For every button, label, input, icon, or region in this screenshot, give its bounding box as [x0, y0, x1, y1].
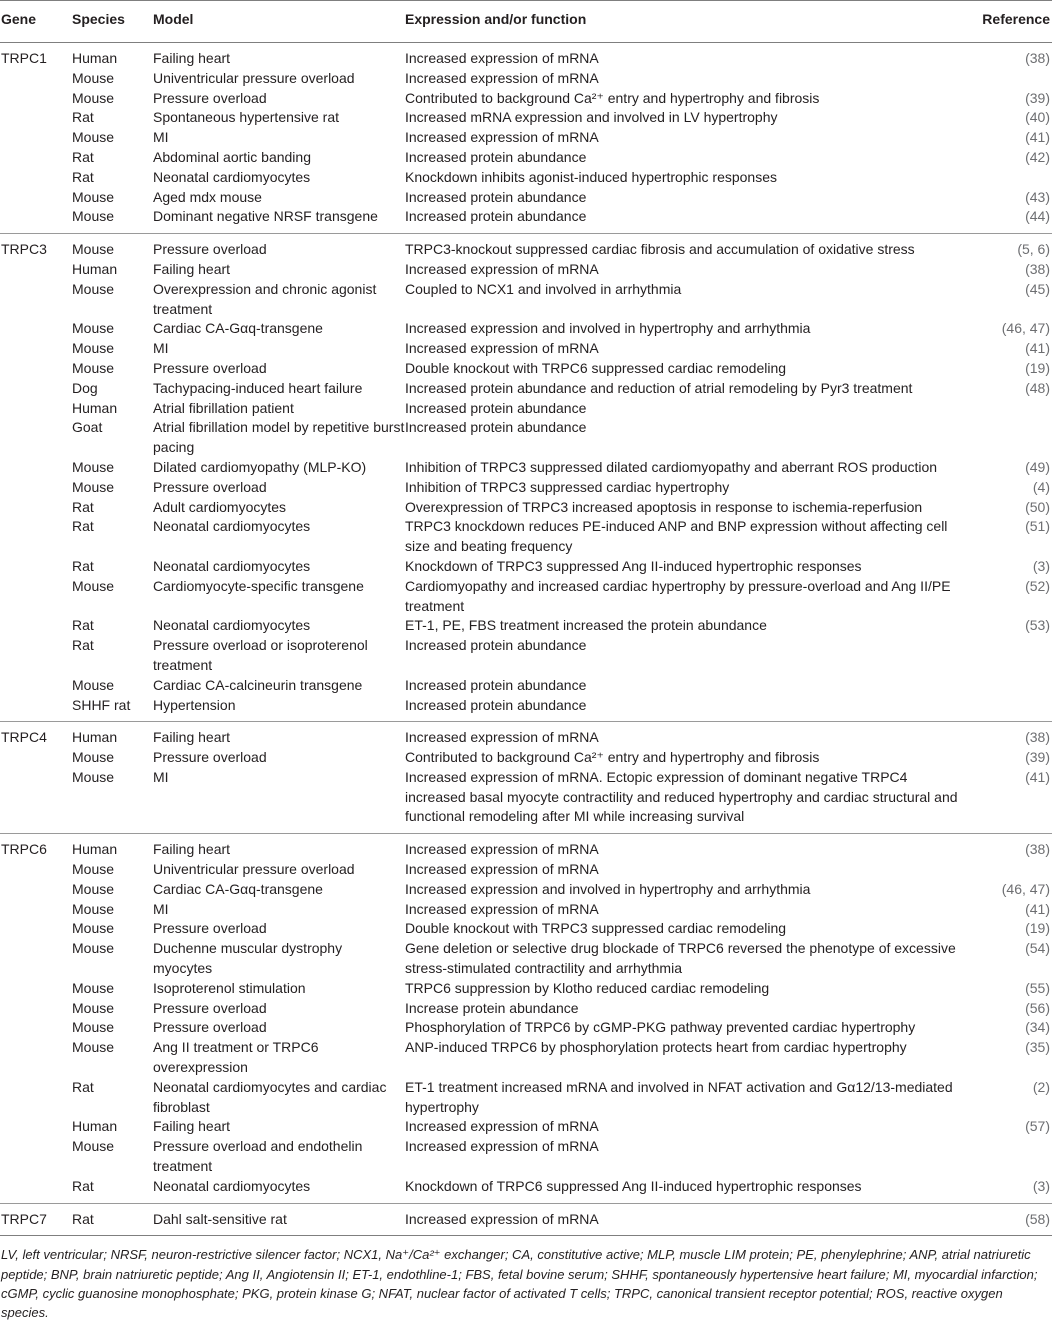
- species-cell: Human: [72, 729, 118, 746]
- table-row: [0, 1203, 1052, 1236]
- reference-cell: (38): [1025, 50, 1050, 66]
- species-cell: Mouse: [72, 320, 115, 337]
- expression-cell: Increased expression of mRNA: [405, 260, 599, 277]
- species-cell: Human: [72, 399, 118, 416]
- model-cell: Pressure overload: [153, 241, 267, 258]
- model-cell: Dominant negative NRSF transgene: [153, 207, 405, 233]
- reference-cell: (19): [1025, 920, 1050, 937]
- table-row: [0, 768, 1052, 834]
- model-cell: Cardiac CA-Gαq-transgene: [153, 880, 323, 897]
- model-cell: Duchenne muscular dystrophy myocytes: [153, 940, 343, 977]
- model-cell: Failing heart: [153, 50, 231, 66]
- gene-cell: [0, 339, 72, 359]
- table-row: [0, 1018, 1052, 1038]
- gene-cell: [0, 577, 72, 617]
- reference-cell: (35): [1025, 1039, 1050, 1056]
- reference-cell: (19): [1025, 359, 1050, 376]
- species-cell: Rat: [72, 557, 94, 574]
- model-cell: Neonatal cardiomyocytes: [153, 168, 311, 185]
- species-cell: Mouse: [72, 577, 115, 594]
- reference-cell: (39): [1025, 749, 1050, 766]
- table-row: [0, 498, 1052, 518]
- table-row: [0, 999, 1052, 1019]
- species-cell: Human: [72, 50, 118, 66]
- model-cell: Pressure overload: [153, 999, 267, 1016]
- table-footnote: LV, left ventricular; NRSF, neuron-restrictive silencer factor; NCX1, Na⁺/Ca²⁺ exchanger; CA, constitutive active; MLP, muscle LIM protein; PE, phenylephrine; ANP, atrial natriuretic peptide; BNP, brain natriuretic peptide; Ang II, Angiotensin II; ET-1, endothline-1; FBS, fetal bovine serum; SHHF, spontaneously hypertensive heart failure; MI, myocardial infarction; cGMP, cyclic guanosine monophosphate; PKG, protein kinase G; NFAT, nuclear factor of activated T cells; TRPC, canonical transient receptor potential; ROS, reactive oxygen species.: [1, 1247, 1038, 1321]
- table-row: [0, 834, 1052, 860]
- expression-cell: Increased protein abundance: [405, 399, 587, 416]
- reference-cell: [964, 168, 1052, 188]
- expression-cell: Increased mRNA expression and involved in LV hypertrophy: [405, 109, 778, 126]
- reference-cell: (34): [1025, 1019, 1050, 1036]
- table-row: [0, 696, 1052, 722]
- table-row: [0, 478, 1052, 498]
- table-row: [0, 148, 1052, 168]
- gene-cell: [0, 517, 72, 557]
- model-cell: Dilated cardiomyopathy (MLP-KO): [153, 458, 367, 475]
- reference-cell: (46, 47): [1001, 320, 1050, 337]
- table-row: [0, 379, 1052, 399]
- model-cell: Adult cardiomyocytes: [153, 498, 287, 515]
- table-row: [0, 722, 1052, 748]
- expression-cell: Increased expression of mRNA: [405, 50, 599, 66]
- header-species: Species: [72, 1, 153, 43]
- model-cell: Cardiac CA-Gαq-transgene: [153, 320, 323, 337]
- expression-cell: Increased expression of mRNA: [405, 900, 599, 917]
- species-cell: Rat: [72, 637, 94, 654]
- table-row: [0, 260, 1052, 280]
- species-cell: Mouse: [72, 1039, 115, 1056]
- gene-cell: [0, 89, 72, 109]
- gene-cell: TRPC6: [1, 841, 47, 858]
- reference-cell: (51): [1025, 518, 1050, 535]
- reference-cell: (44): [964, 207, 1052, 233]
- expression-cell: Gene deletion or selective drug blockade of TRPC6 reversed the phenotype of excessive stress-stimulated contractility and arrhythmia: [405, 940, 956, 977]
- species-cell: Mouse: [72, 458, 115, 475]
- model-cell: Pressure overload: [153, 478, 267, 495]
- reference-cell: (53): [1025, 617, 1050, 634]
- species-cell: Mouse: [72, 749, 115, 766]
- expression-cell: Increased expression of mRNA: [405, 340, 599, 357]
- model-cell: Cardiac CA-calcineurin transgene: [153, 676, 363, 693]
- table-row: [0, 577, 1052, 617]
- model-cell: Pressure overload: [153, 749, 267, 766]
- model-cell: Failing heart: [153, 841, 231, 858]
- gene-cell: [0, 748, 72, 768]
- expression-cell: Coupled to NCX1 and involved in arrhythmia: [405, 280, 682, 297]
- model-cell: Pressure overload: [153, 359, 267, 376]
- gene-cell: [0, 676, 72, 696]
- reference-cell: [964, 418, 1052, 458]
- expression-cell: Increase protein abundance: [405, 999, 579, 1016]
- model-cell: Tachypacing-induced heart failure: [153, 379, 363, 396]
- species-cell: Mouse: [72, 280, 115, 297]
- expression-cell: Increased protein abundance: [405, 637, 587, 654]
- gene-cell: TRPC1: [1, 50, 47, 66]
- gene-cell: [0, 418, 72, 458]
- gene-cell: [0, 636, 72, 676]
- reference-cell: (55): [1025, 979, 1050, 996]
- species-cell: Dog: [72, 379, 98, 396]
- expression-cell: Increased expression of mRNA: [405, 861, 599, 878]
- species-cell: Mouse: [72, 241, 115, 258]
- gene-cell: [0, 260, 72, 280]
- table-row: [0, 748, 1052, 768]
- table-row: [0, 319, 1052, 339]
- species-cell: SHHF rat: [72, 696, 153, 722]
- table-row: [0, 458, 1052, 478]
- gene-cell: [0, 1018, 72, 1038]
- table-row: [0, 939, 1052, 979]
- reference-cell: (43): [1025, 188, 1050, 205]
- species-cell: Mouse: [72, 129, 115, 146]
- table-row: [0, 418, 1052, 458]
- gene-cell: [0, 458, 72, 478]
- reference-cell: (57): [1025, 1118, 1050, 1135]
- species-cell: Mouse: [72, 1138, 115, 1155]
- species-cell: Mouse: [72, 979, 115, 996]
- reference-cell: [964, 69, 1052, 89]
- gene-cell: [0, 939, 72, 979]
- species-cell: Rat: [72, 1177, 153, 1203]
- reference-cell: (41): [964, 768, 1052, 834]
- expression-cell: Increased expression and involved in hypertrophy and arrhythmia: [405, 880, 811, 897]
- table-row: [0, 1078, 1052, 1118]
- reference-cell: (39): [1025, 89, 1050, 106]
- species-cell: Rat: [72, 109, 94, 126]
- expression-cell: Double knockout with TRPC3 suppressed cardiac remodeling: [405, 920, 787, 937]
- reference-cell: (38): [1025, 260, 1050, 277]
- model-cell: MI: [153, 340, 169, 357]
- table-row: [0, 1177, 1052, 1203]
- model-cell: MI: [153, 129, 169, 146]
- expression-cell: Inhibition of TRPC3 suppressed cardiac hypertrophy: [405, 478, 730, 495]
- reference-cell: (41): [1025, 340, 1050, 357]
- species-cell: Rat: [72, 1203, 153, 1236]
- species-cell: Mouse: [72, 940, 115, 957]
- expression-cell: TRPC3-knockout suppressed cardiac fibrosis and accumulation of oxidative stress: [405, 241, 915, 258]
- expression-cell: Increased expression of mRNA: [405, 729, 599, 746]
- expression-cell: Increased protein abundance: [405, 148, 587, 165]
- model-cell: Atrial fibrillation model by repetitive burst pacing: [153, 419, 405, 456]
- model-cell: Neonatal cardiomyocytes: [153, 1177, 405, 1203]
- reference-cell: (58): [964, 1203, 1052, 1236]
- table-row: [0, 616, 1052, 636]
- table-row: [0, 168, 1052, 188]
- reference-cell: (4): [1032, 478, 1050, 495]
- gene-cell: [0, 498, 72, 518]
- gene-cell: [0, 1078, 72, 1118]
- reference-cell: (38): [1025, 729, 1050, 746]
- reference-cell: (41): [1025, 900, 1050, 917]
- reference-cell: (41): [1025, 129, 1050, 146]
- model-cell: Pressure overload: [153, 1019, 267, 1036]
- model-cell: Hypertension: [153, 696, 405, 722]
- expression-cell: Knockdown inhibits agonist-induced hypertrophic responses: [405, 168, 777, 185]
- species-cell: Rat: [72, 518, 94, 535]
- gene-cell: [0, 900, 72, 920]
- reference-cell: (2): [1032, 1078, 1050, 1095]
- model-cell: Aged mdx mouse: [153, 188, 262, 205]
- species-cell: Mouse: [72, 861, 115, 878]
- model-cell: Univentricular pressure overload: [153, 69, 355, 86]
- species-cell: Mouse: [72, 999, 115, 1016]
- table-row: [0, 69, 1052, 89]
- expression-cell: Cardiomyopathy and increased cardiac hypertrophy by pressure-overload and Ang II/PE treatment: [405, 577, 951, 614]
- table-row: [0, 517, 1052, 557]
- model-cell: Failing heart: [153, 729, 231, 746]
- gene-cell: [0, 168, 72, 188]
- expression-cell: ANP-induced TRPC6 by phosphorylation protects heart from cardiac hypertrophy: [405, 1039, 907, 1056]
- table-row: [0, 234, 1052, 260]
- species-cell: Goat: [72, 419, 103, 436]
- expression-cell: Increased protein abundance: [405, 696, 964, 722]
- species-cell: Rat: [72, 1078, 94, 1095]
- gene-cell: [0, 880, 72, 900]
- gene-cell: [0, 696, 72, 722]
- expression-cell: Increased expression of mRNA: [405, 1118, 599, 1135]
- expression-cell: Increased protein abundance: [405, 207, 964, 233]
- model-cell: Failing heart: [153, 1118, 231, 1135]
- model-cell: Pressure overload or isoproterenol treatment: [153, 637, 368, 673]
- gene-cell: [0, 1117, 72, 1137]
- reference-cell: (48): [1025, 379, 1050, 396]
- reference-cell: [964, 399, 1052, 419]
- reference-cell: (50): [1025, 498, 1050, 515]
- reference-cell: [964, 860, 1052, 880]
- header-model: Model: [153, 1, 405, 43]
- gene-cell: [0, 860, 72, 880]
- expression-cell: Double knockout with TRPC6 suppressed cardiac remodeling: [405, 359, 787, 376]
- gene-cell: [0, 979, 72, 999]
- table-row: [0, 676, 1052, 696]
- expression-cell: Increased expression of mRNA: [405, 129, 599, 146]
- model-cell: Abdominal aortic banding: [153, 148, 311, 165]
- reference-cell: [964, 676, 1052, 696]
- reference-cell: (54): [1025, 940, 1050, 957]
- species-cell: Mouse: [72, 359, 115, 376]
- expression-cell: Knockdown of TRPC6 suppressed Ang II-induced hypertrophic responses: [405, 1177, 964, 1203]
- species-cell: Human: [72, 841, 118, 858]
- table-row: [0, 880, 1052, 900]
- table-body: [0, 43, 1052, 1236]
- gene-cell: [0, 188, 72, 208]
- gene-cell: [0, 399, 72, 419]
- gene-cell: [0, 1177, 72, 1203]
- gene-cell: TRPC4: [1, 729, 47, 746]
- model-cell: Overexpression and chronic agonist treatment: [153, 280, 377, 317]
- reference-cell: [964, 1137, 1052, 1177]
- table-row: [0, 860, 1052, 880]
- species-cell: Mouse: [72, 676, 115, 693]
- expression-cell: Knockdown of TRPC3 suppressed Ang II-induced hypertrophic responses: [405, 557, 862, 574]
- gene-cell: [0, 1137, 72, 1177]
- expression-cell: Contributed to background Ca²⁺ entry and hypertrophy and fibrosis: [405, 749, 820, 766]
- model-cell: Ang II treatment or TRPC6 overexpression: [153, 1039, 319, 1076]
- table-row: [0, 1038, 1052, 1078]
- model-cell: Univentricular pressure overload: [153, 861, 355, 878]
- table-row: [0, 43, 1052, 69]
- gene-cell: TRPC7: [0, 1203, 72, 1236]
- reference-cell: (40): [1025, 109, 1050, 126]
- expression-cell: Increased expression and involved in hypertrophy and arrhythmia: [405, 320, 811, 337]
- table-row: [0, 89, 1052, 109]
- reference-cell: (45): [1025, 280, 1050, 297]
- table-row: [0, 128, 1052, 148]
- expression-cell: Contributed to background Ca²⁺ entry and hypertrophy and fibrosis: [405, 89, 820, 106]
- reference-cell: (42): [1025, 148, 1050, 165]
- species-cell: Mouse: [72, 1019, 115, 1036]
- header-row: [0, 1, 1052, 43]
- reference-cell: (3): [1032, 557, 1050, 574]
- gene-cell: [0, 557, 72, 577]
- expression-cell: Increased protein abundance and reduction of atrial remodeling by Pyr3 treatment: [405, 379, 913, 396]
- expression-cell: Inhibition of TRPC3 suppressed dilated cardiomyopathy and aberrant ROS production: [405, 458, 938, 475]
- table-row: [0, 280, 1052, 320]
- gene-cell: [0, 999, 72, 1019]
- expression-cell: ET-1, PE, FBS treatment increased the protein abundance: [405, 617, 767, 634]
- header-expression: Expression and/or function: [405, 1, 964, 43]
- model-cell: Pressure overload: [153, 89, 267, 106]
- gene-cell: [0, 108, 72, 128]
- expression-cell: ET-1 treatment increased mRNA and involved in NFAT activation and Gα12/13-mediated hypertrophy: [405, 1078, 953, 1115]
- reference-cell: [964, 636, 1052, 676]
- gene-cell: [0, 379, 72, 399]
- table-row: [0, 359, 1052, 379]
- gene-cell: [0, 207, 72, 233]
- expression-cell: Overexpression of TRPC3 increased apoptosis in response to ischemia-reperfusion: [405, 498, 923, 515]
- gene-cell: [0, 478, 72, 498]
- table-row: [0, 557, 1052, 577]
- model-cell: Neonatal cardiomyocytes and cardiac fibroblast: [153, 1078, 387, 1115]
- reference-cell: (49): [1025, 458, 1050, 475]
- species-cell: Mouse: [72, 768, 153, 834]
- species-cell: Mouse: [72, 207, 153, 233]
- reference-cell: (38): [1025, 841, 1050, 858]
- table-row: [0, 399, 1052, 419]
- model-cell: Pressure overload and endothelin treatment: [153, 1138, 363, 1175]
- species-cell: Rat: [72, 168, 94, 185]
- reference-cell: (56): [1025, 999, 1050, 1016]
- species-cell: Mouse: [72, 920, 115, 937]
- gene-cell: [0, 69, 72, 89]
- reference-cell: [964, 696, 1052, 722]
- gene-cell: [0, 280, 72, 320]
- expression-cell: Increased protein abundance: [405, 676, 587, 693]
- expression-cell: Phosphorylation of TRPC6 by cGMP-PKG pathway prevented cardiac hypertrophy: [405, 1019, 916, 1036]
- species-cell: Mouse: [72, 89, 115, 106]
- species-cell: Rat: [72, 148, 94, 165]
- expression-cell: Increased protein abundance: [405, 188, 587, 205]
- header-reference: Reference: [964, 1, 1052, 43]
- species-cell: Mouse: [72, 880, 115, 897]
- table-row: [0, 1117, 1052, 1137]
- table-row: [0, 188, 1052, 208]
- table-row: [0, 108, 1052, 128]
- species-cell: Human: [72, 260, 118, 277]
- gene-cell: TRPC3: [1, 241, 47, 258]
- expression-cell: Increased expression of mRNA: [405, 1138, 599, 1155]
- model-cell: Spontaneous hypertensive rat: [153, 109, 340, 126]
- reference-cell: (52): [1025, 577, 1050, 594]
- species-cell: Mouse: [72, 900, 115, 917]
- table-row: [0, 900, 1052, 920]
- species-cell: Mouse: [72, 188, 115, 205]
- reference-cell: (46, 47): [1001, 880, 1050, 897]
- species-cell: Rat: [72, 498, 94, 515]
- gene-cell: [0, 319, 72, 339]
- species-cell: Mouse: [72, 340, 115, 357]
- reference-cell: (3): [964, 1177, 1052, 1203]
- gene-cell: [0, 919, 72, 939]
- model-cell: Failing heart: [153, 260, 231, 277]
- gene-cell: [0, 128, 72, 148]
- model-cell: Cardiomyocyte-specific transgene: [153, 577, 364, 594]
- table-row: [0, 207, 1052, 233]
- expression-cell: Increased protein abundance: [405, 419, 587, 436]
- model-cell: MI: [153, 900, 169, 917]
- table-row: [0, 979, 1052, 999]
- model-cell: Pressure overload: [153, 920, 267, 937]
- expression-cell: Increased expression of mRNA: [405, 841, 599, 858]
- gene-cell: [0, 148, 72, 168]
- expression-cell: Increased expression of mRNA: [405, 69, 599, 86]
- model-cell: Isoproterenol stimulation: [153, 979, 306, 996]
- table-row: [0, 339, 1052, 359]
- species-cell: Mouse: [72, 69, 115, 86]
- model-cell: Neonatal cardiomyocytes: [153, 518, 311, 535]
- model-cell: Neonatal cardiomyocytes: [153, 617, 311, 634]
- model-cell: Neonatal cardiomyocytes: [153, 557, 311, 574]
- model-cell: Dahl salt-sensitive rat: [153, 1203, 405, 1236]
- species-cell: Mouse: [72, 478, 115, 495]
- species-cell: Human: [72, 1118, 118, 1135]
- table-row: [0, 1137, 1052, 1177]
- expression-cell: Increased expression of mRNA: [405, 1203, 964, 1236]
- model-cell: MI: [153, 768, 405, 834]
- gene-cell: [0, 359, 72, 379]
- table-header: [0, 1, 1052, 43]
- model-cell: Atrial fibrillation patient: [153, 399, 294, 416]
- table-row: [0, 919, 1052, 939]
- species-cell: Rat: [72, 617, 94, 634]
- expression-cell: Increased expression of mRNA. Ectopic expression of dominant negative TRPC4 increased basal myocyte contractility and reduced hypertrophy and cardiac structural and functional remodeling after MI while increasing survival: [405, 768, 964, 834]
- reference-cell: (5, 6): [1017, 241, 1050, 258]
- table-row: [0, 636, 1052, 676]
- gene-cell: [0, 1038, 72, 1078]
- header-gene: Gene: [0, 1, 72, 43]
- expression-cell: TRPC3 knockdown reduces PE-induced ANP and BNP expression without affecting cell size and beating frequency: [405, 518, 948, 555]
- expression-cell: TRPC6 suppression by Klotho reduced cardiac remodeling: [405, 979, 770, 996]
- gene-cell: [0, 616, 72, 636]
- gene-cell: [0, 768, 72, 834]
